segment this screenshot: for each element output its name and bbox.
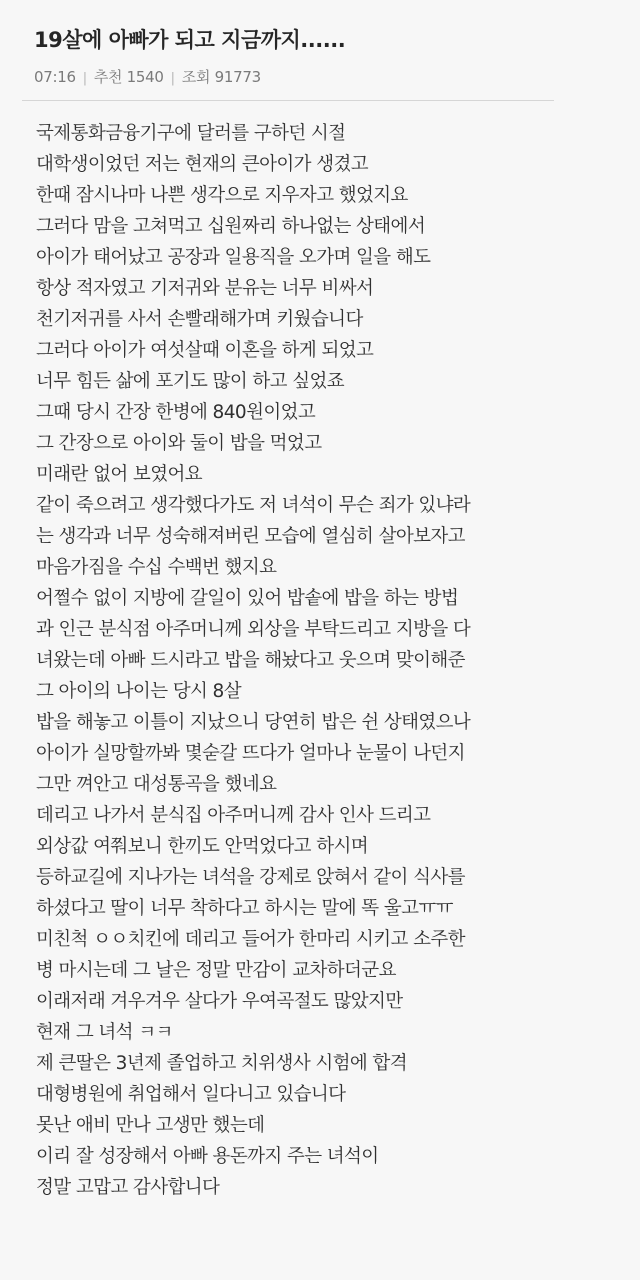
post-line: 외상값 여쭤보니 한끼도 안먹었다고 하시며 [36,836,369,857]
post-line: 마음가짐을 수십 수백번 했지요 [36,557,277,578]
view-count: 조회 91773 [181,68,261,86]
post-line: 그러다 아이가 여섯살때 이혼을 하게 되었고 [36,340,374,361]
post-time: 07:16 [34,68,76,86]
post-line: 항상 적자였고 기저귀와 분유는 너무 비싸서 [36,278,374,299]
post-line: 대형병원에 취업해서 일다니고 있습니다 [36,1084,346,1105]
post-line: 하셨다고 딸이 너무 착하다고 하시는 말에 똑 울고ㅠㅠ [36,898,453,919]
post-line: 그만 껴안고 대성통곡을 했네요 [36,774,277,795]
post-line: 녀왔는데 아빠 드시라고 밥을 해놨다고 웃으며 맞이해준 [36,650,465,671]
post-line: 현재 그 녀석 ㅋㅋ [36,1022,173,1043]
post-line: 아이가 실망할까봐 몇숟갈 뜨다가 얼마나 눈물이 나던지 [36,743,465,764]
post-line: 과 인근 분식점 아주머니께 외상을 부탁드리고 지방을 다 [36,619,471,640]
post-line: 같이 죽으려고 생각했다가도 저 녀석이 무슨 죄가 있냐라 [36,495,471,516]
post-line: 대학생이었던 저는 현재의 큰아이가 생겼고 [36,154,369,175]
post-line: 데리고 나가서 분식집 아주머니께 감사 인사 드리고 [36,805,431,826]
header-divider [22,100,554,101]
post-line: 그 아이의 나이는 당시 8살 [36,681,242,702]
post-line: 어쩔수 없이 지방에 갈일이 있어 밥솥에 밥을 하는 방법 [36,588,459,609]
recommend-count: 추천 1540 [93,68,164,86]
post-line: 병 마시는데 그 날은 정말 만감이 교차하더군요 [36,960,396,981]
post-line: 미친척 ㅇㅇ치킨에 데리고 들어가 한마리 시키고 소주한 [36,929,465,950]
post-line: 제 큰딸은 3년제 졸업하고 치위생사 시험에 합격 [36,1053,408,1074]
post-line: 밥을 해놓고 이틀이 지났으니 당연히 밥은 쉰 상태였으나 [36,712,471,733]
post-meta [34,66,261,87]
post-line: 그때 당시 간장 한병에 840원이었고 [36,402,316,423]
post-line: 정말 고맙고 감사합니다 [36,1177,220,1198]
post-line: 아이가 태어났고 공장과 일용직을 오가며 일을 해도 [36,247,431,268]
post-header [0,0,640,100]
post-line: 이래저래 겨우겨우 살다가 우여곡절도 많았지만 [36,991,403,1012]
post-line: 국제통화금융기구에 달러를 구하던 시절 [36,123,346,144]
post-line: 는 생각과 너무 성숙해져버린 모습에 열심히 살아보자고 [36,526,465,547]
post-body [36,118,626,1203]
post-line: 그러다 맘을 고쳐먹고 십원짜리 하나없는 상태에서 [36,216,426,237]
post-line: 한때 잠시나마 나쁜 생각으로 지우자고 했었지요 [36,185,408,206]
post-line: 천기저귀를 사서 손빨래해가며 키웠습니다 [36,309,363,330]
post-title: 19살에 아빠가 되고 지금까지...... [34,28,346,52]
post-line: 못난 애비 만나 고생만 했는데 [36,1115,265,1136]
meta-separator: | [82,71,87,86]
post-line: 미래란 없어 보였어요 [36,464,203,485]
post-line: 그 간장으로 아이와 둘이 밥을 먹었고 [36,433,322,454]
post-line: 이리 잘 성장해서 아빠 용돈까지 주는 녀석이 [36,1146,379,1167]
meta-separator: | [170,71,175,86]
post-line: 너무 힘든 삶에 포기도 많이 하고 싶었죠 [36,371,345,392]
post-line: 등하교길에 지나가는 녀석을 강제로 앉혀서 같이 식사를 [36,867,465,888]
